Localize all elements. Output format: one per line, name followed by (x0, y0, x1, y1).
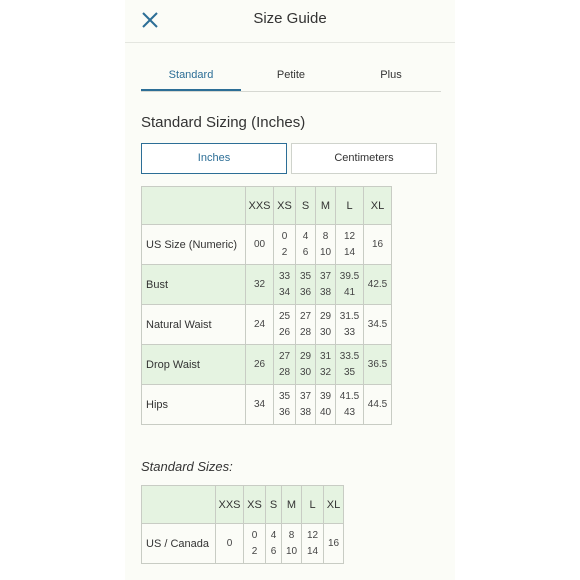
cell-value: 6 (302, 246, 309, 258)
column-header-l: L (336, 187, 364, 225)
cell-value: 38 (299, 406, 312, 418)
cell-value: 12 (306, 529, 319, 541)
standard-sizes-table (141, 485, 344, 564)
section-title: Standard Sizing (Inches) (141, 114, 306, 131)
table-cell (246, 385, 274, 425)
cell-value: 42.5 (367, 278, 388, 290)
table-row (142, 345, 392, 385)
table-cell (316, 265, 336, 305)
cell-value: 33 (343, 326, 356, 338)
cell-value: 8 (288, 529, 295, 541)
cell-value: 26 (278, 326, 291, 338)
page-title: Size Guide (253, 10, 327, 27)
cell-value: 14 (306, 545, 319, 557)
cell-value: 39.5 (339, 270, 360, 282)
standard-sizes-header (142, 486, 344, 524)
column-header-m: M (282, 486, 302, 524)
table-cell (336, 265, 364, 305)
cell-value: 00 (253, 238, 266, 250)
table-cell (296, 385, 316, 425)
tab-standard[interactable]: Standard (141, 64, 241, 91)
cell-value: 41.5 (339, 390, 360, 402)
cell-value: 24 (253, 318, 266, 330)
column-header-xxs: XXS (246, 187, 274, 225)
table-cell (246, 345, 274, 385)
table-cell (296, 305, 316, 345)
table-cell (244, 524, 266, 564)
cell-value: 34 (253, 398, 266, 410)
table-cell (274, 345, 296, 385)
row-label: Hips (142, 385, 246, 425)
cell-value: 28 (278, 366, 291, 378)
table-cell (274, 265, 296, 305)
table-cell (302, 524, 324, 564)
size-category-tabs (141, 64, 441, 92)
size-measurements-table (141, 186, 392, 425)
column-header-xxs: XXS (216, 486, 244, 524)
cell-value: 43 (343, 406, 356, 418)
cell-value: 16 (327, 537, 340, 549)
table-row (142, 265, 392, 305)
cell-value: 16 (371, 238, 384, 250)
column-header-xl: XL (364, 187, 392, 225)
cell-value: 12 (343, 230, 356, 242)
cell-value: 33 (278, 270, 291, 282)
cell-value: 31 (319, 350, 332, 362)
column-header-s: S (266, 486, 282, 524)
cell-value: 35 (278, 390, 291, 402)
table-cell (316, 345, 336, 385)
table-cell (336, 305, 364, 345)
table-row (142, 524, 344, 564)
cell-value: 10 (285, 545, 298, 557)
cell-value: 0 (281, 230, 288, 242)
header (125, 0, 455, 43)
cell-value: 36.5 (367, 358, 388, 370)
unit-toggle (141, 143, 437, 174)
column-header-xs: XS (274, 187, 296, 225)
header-corner-cell (142, 187, 246, 225)
table-cell (364, 305, 392, 345)
cell-value: 34 (278, 286, 291, 298)
table-cell (336, 225, 364, 265)
row-label: Drop Waist (142, 345, 246, 385)
cell-value: 36 (278, 406, 291, 418)
table-cell (216, 524, 244, 564)
standard-sizes-title: Standard Sizes: (141, 459, 233, 474)
table-row (142, 225, 392, 265)
cell-value: 32 (319, 366, 332, 378)
cell-value: 4 (302, 230, 309, 242)
table-cell (296, 345, 316, 385)
table-cell (246, 265, 274, 305)
table-cell (324, 524, 344, 564)
cell-value: 40 (319, 406, 332, 418)
cell-value: 34.5 (367, 318, 388, 330)
cell-value: 28 (299, 326, 312, 338)
centimeters-button[interactable]: Centimeters (291, 143, 437, 174)
row-label: Natural Waist (142, 305, 246, 345)
table-cell (336, 385, 364, 425)
cell-value: 26 (253, 358, 266, 370)
table-cell (364, 385, 392, 425)
cell-value: 0 (226, 537, 233, 549)
cell-value: 37 (319, 270, 332, 282)
cell-value: 29 (299, 350, 312, 362)
table-cell (266, 524, 282, 564)
table-cell (296, 225, 316, 265)
size-table-header (142, 187, 392, 225)
cell-value: 0 (251, 529, 258, 541)
row-label: US Size (Numeric) (142, 225, 246, 265)
cell-value: 41 (343, 286, 356, 298)
header-corner-cell (142, 486, 216, 524)
table-cell (316, 225, 336, 265)
table-cell (274, 305, 296, 345)
column-header-xl: XL (324, 486, 344, 524)
tab-petite[interactable]: Petite (276, 69, 306, 81)
cell-value: 36 (299, 286, 312, 298)
cell-value: 8 (322, 230, 329, 242)
table-cell (296, 265, 316, 305)
table-cell (364, 345, 392, 385)
cell-value: 30 (299, 366, 312, 378)
cell-value: 14 (343, 246, 356, 258)
column-header-s: S (296, 187, 316, 225)
cell-value: 31.5 (339, 310, 360, 322)
table-cell (336, 345, 364, 385)
inches-button[interactable]: Inches (141, 143, 287, 174)
column-header-xs: XS (244, 486, 266, 524)
tab-plus[interactable]: Plus (380, 69, 402, 81)
table-cell (316, 385, 336, 425)
cell-value: 39 (319, 390, 332, 402)
row-label: US / Canada (142, 524, 216, 564)
cell-value: 37 (299, 390, 312, 402)
cell-value: 44.5 (367, 398, 388, 410)
cell-value: 4 (270, 529, 277, 541)
table-cell (274, 225, 296, 265)
table-row (142, 385, 392, 425)
cell-value: 2 (281, 246, 288, 258)
cell-value: 25 (278, 310, 291, 322)
column-header-m: M (316, 187, 336, 225)
size-guide-panel (125, 0, 455, 580)
cell-value: 27 (278, 350, 291, 362)
cell-value: 27 (299, 310, 312, 322)
table-cell (274, 385, 296, 425)
table-cell (364, 225, 392, 265)
table-cell (246, 225, 274, 265)
cell-value: 10 (319, 246, 332, 258)
cell-value: 29 (319, 310, 332, 322)
cell-value: 32 (253, 278, 266, 290)
cell-value: 2 (251, 545, 258, 557)
table-row (142, 305, 392, 345)
cell-value: 35 (299, 270, 312, 282)
column-header-l: L (302, 486, 324, 524)
table-cell (364, 265, 392, 305)
cell-value: 6 (270, 545, 277, 557)
table-cell (316, 305, 336, 345)
cell-value: 35 (343, 366, 356, 378)
cell-value: 38 (319, 286, 332, 298)
table-cell (282, 524, 302, 564)
table-cell (246, 305, 274, 345)
cell-value: 33.5 (339, 350, 360, 362)
cell-value: 30 (319, 326, 332, 338)
row-label: Bust (142, 265, 246, 305)
